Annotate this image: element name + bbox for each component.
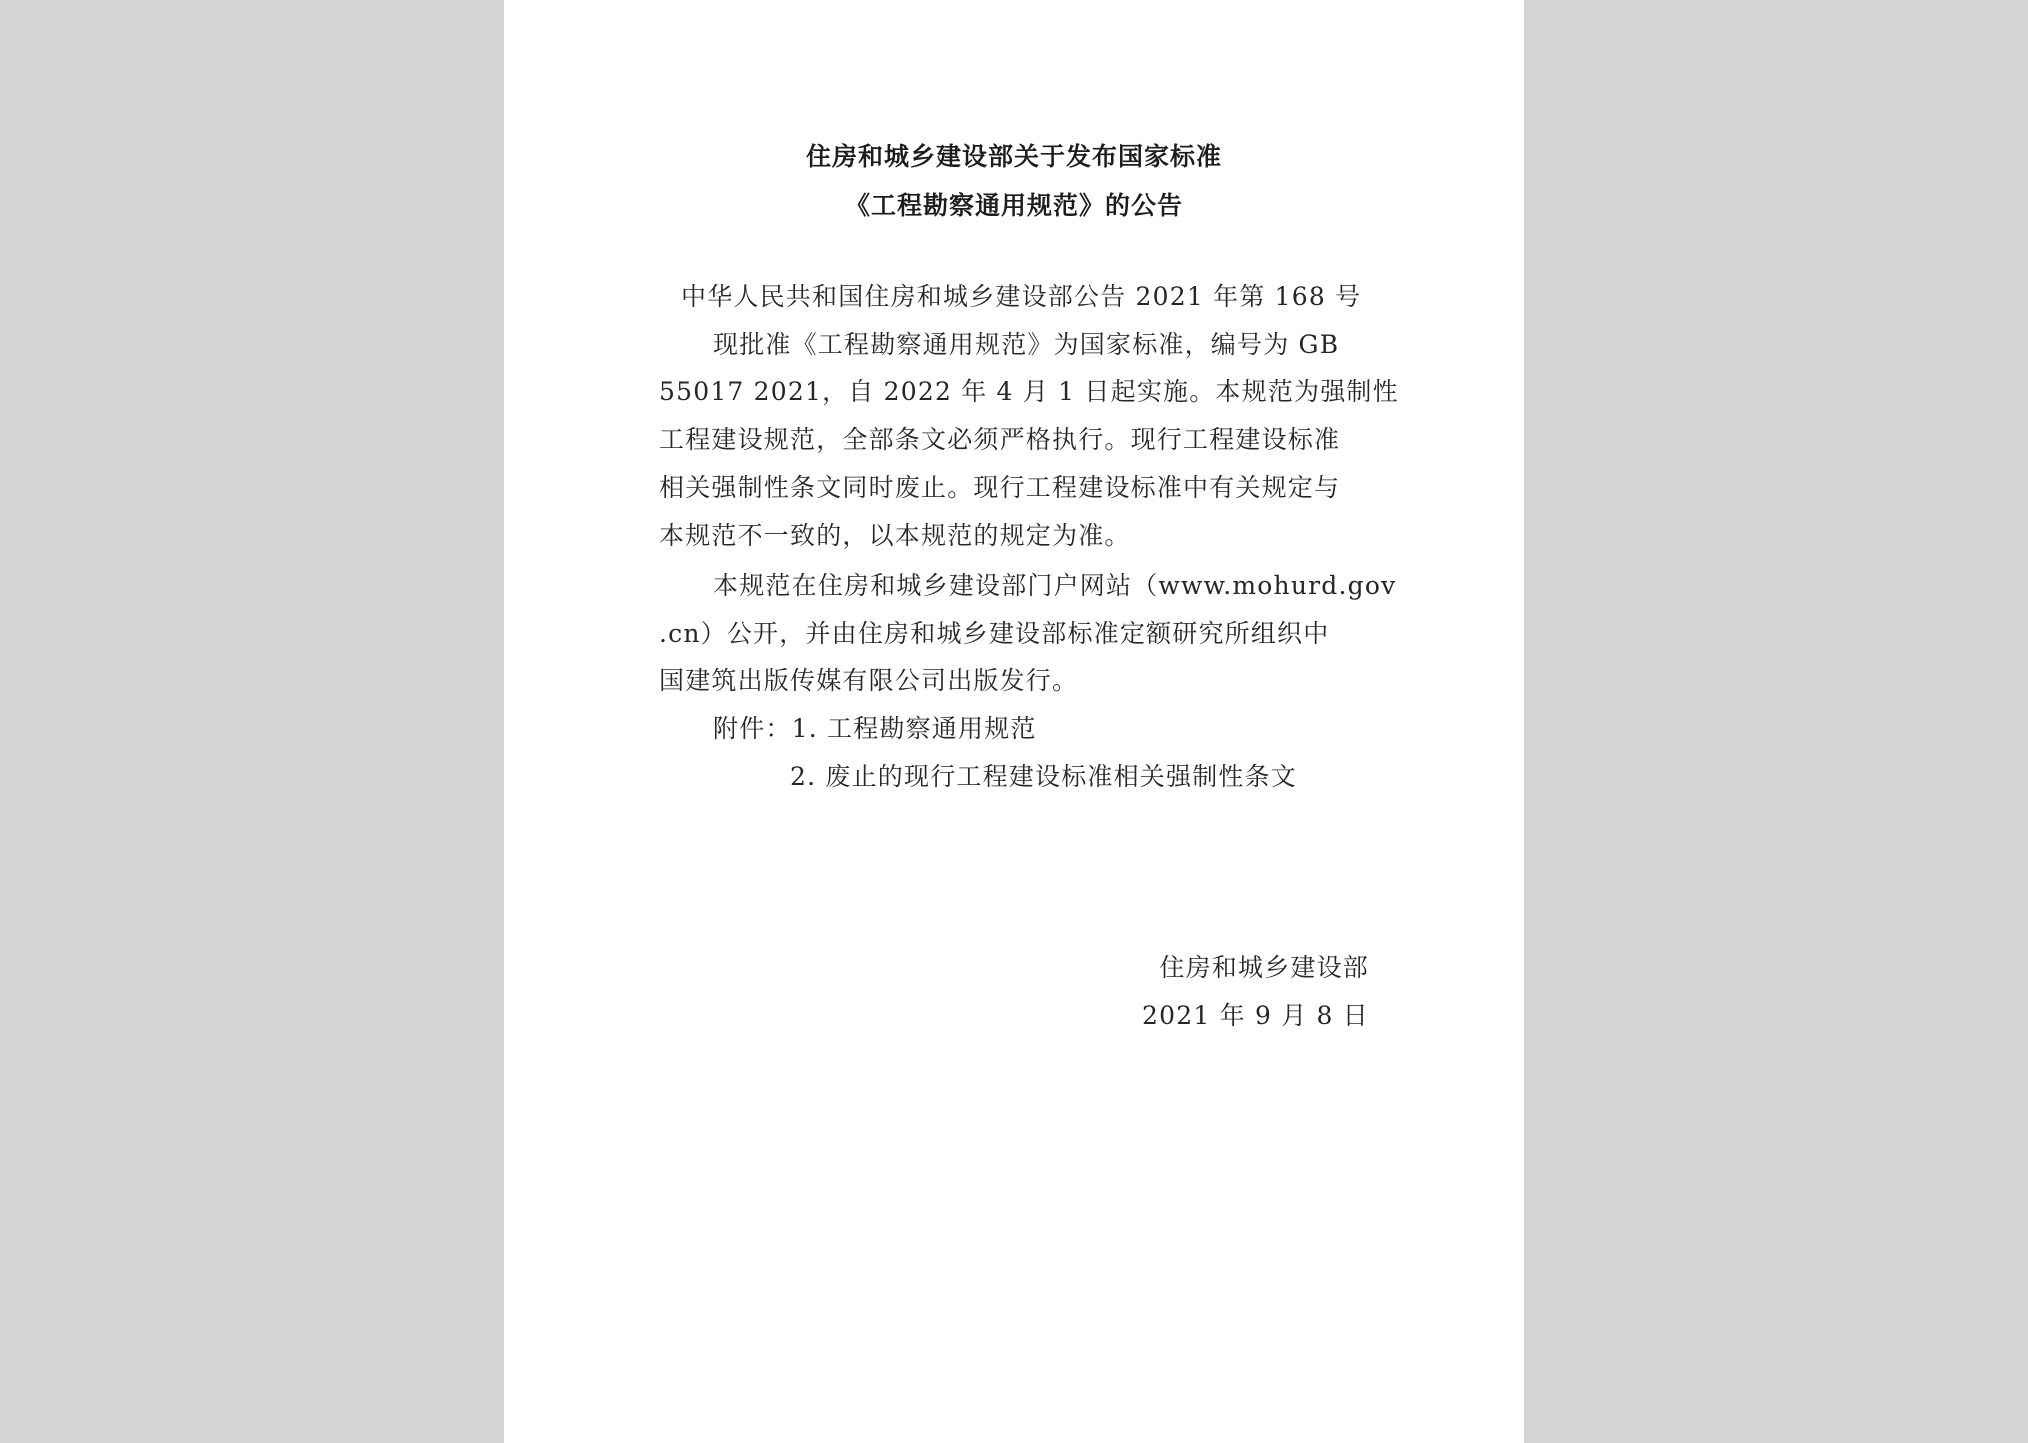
attachment-item-1: 附件：1. 工程勘察通用规范	[713, 714, 1037, 743]
signature-department: 住房和城乡建设部	[1159, 953, 1369, 982]
paragraph-2-line: .cn）公开，并由住房和城乡建设部标准定额研究所组织中	[659, 619, 1330, 648]
paragraph-2-line: 本规范在住房和城乡建设部门户网站（www.mohurd.gov	[713, 571, 1397, 600]
attachment-item-2: 2. 废止的现行工程建设标准相关强制性条文	[790, 762, 1298, 791]
title-line-2: 《工程勘察通用规范》的公告	[844, 191, 1183, 220]
title-line-1: 住房和城乡建设部关于发布国家标准	[805, 142, 1222, 171]
signature-date: 2021 年 9 月 8 日	[1142, 1001, 1369, 1030]
document-page	[504, 0, 1524, 1443]
paragraph-1-line: 工程建设规范，全部条文必须严格执行。现行工程建设标准	[659, 425, 1341, 454]
paragraph-2-line: 国建筑出版传媒有限公司出版发行。	[659, 666, 1079, 695]
paragraph-1-line: 现批准《工程勘察通用规范》为国家标准，编号为 GB	[713, 330, 1340, 359]
paragraph-1-line: 相关强制性条文同时废止。现行工程建设标准中有关规定与	[659, 473, 1341, 502]
paragraph-1-line: 55017 2021，自 2022 年 4 月 1 日起实施。本规范为强制性	[659, 377, 1399, 406]
paragraph-1-line: 本规范不一致的，以本规范的规定为准。	[659, 521, 1131, 550]
notice-number: 中华人民共和国住房和城乡建设部公告 2021 年第 168 号	[681, 282, 1362, 311]
